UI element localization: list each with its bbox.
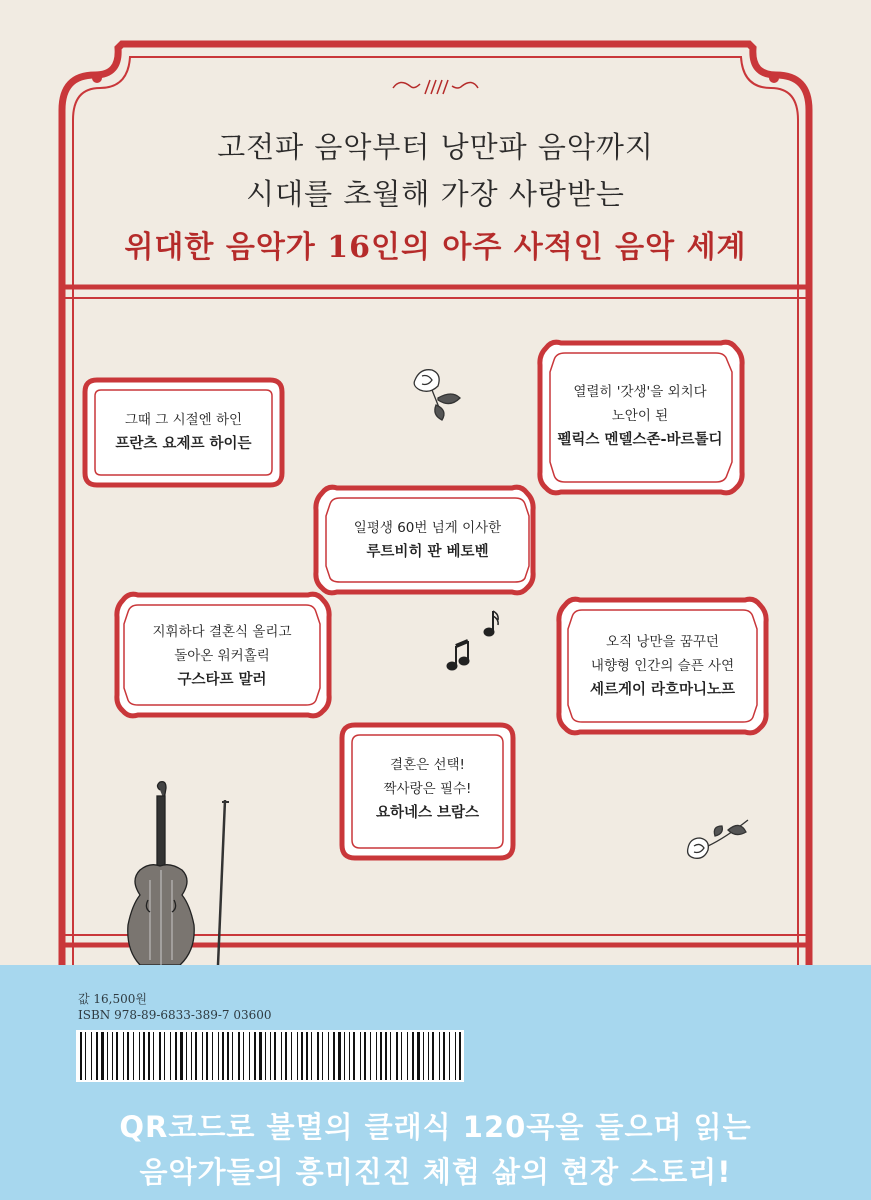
barcode-bar <box>376 1032 377 1080</box>
barcode-bar <box>322 1032 323 1080</box>
barcode-bar <box>265 1032 266 1080</box>
composer-name: 루트비히 판 베토벤 <box>366 544 489 560</box>
barcode-bar <box>417 1032 420 1080</box>
barcode-bar <box>175 1032 177 1080</box>
barcode-bar <box>195 1032 197 1080</box>
barcode-bar <box>101 1032 104 1080</box>
bubble-brahms-text <box>352 753 503 825</box>
barcode-bar <box>443 1032 445 1080</box>
barcode-bar <box>127 1032 129 1080</box>
barcode-bar <box>301 1032 303 1080</box>
barcode-bar <box>91 1032 92 1080</box>
barcode-bar <box>133 1032 134 1080</box>
header-line-1: 고전파 음악부터 낭만파 음악까지 <box>217 130 654 164</box>
barcode-bar <box>123 1032 124 1080</box>
barcode-bar <box>353 1032 355 1080</box>
bubble-line: 결혼은 선택! <box>390 757 465 773</box>
barcode-bar <box>423 1032 424 1080</box>
bubble-mahler-text <box>124 620 320 692</box>
barcode-bar <box>80 1032 82 1080</box>
barcode-bar <box>333 1032 335 1080</box>
barcode-bar <box>396 1032 398 1080</box>
barcode-bar <box>270 1032 271 1080</box>
barcode-bar <box>249 1032 250 1080</box>
barcode-bar <box>317 1032 319 1080</box>
barcode-bar <box>153 1032 154 1080</box>
barcode-bar <box>164 1032 165 1080</box>
barcode-bar <box>159 1032 161 1080</box>
bubble-line: 열렬히 '갓생'을 외치다 <box>573 384 707 400</box>
bubble-beethoven-text <box>326 516 529 564</box>
barcode-bar <box>202 1032 203 1080</box>
barcode-bar <box>455 1032 456 1080</box>
barcode-bar <box>432 1032 434 1080</box>
price-text: 값 16,500원 <box>78 992 147 1006</box>
bubble-haydn-text <box>95 408 272 456</box>
violin-icon <box>128 782 229 965</box>
barcode-bar <box>412 1032 414 1080</box>
barcode-bar <box>449 1032 450 1080</box>
barcode-bar <box>218 1032 219 1080</box>
composer-name: 프란츠 요제프 하이든 <box>115 436 252 452</box>
composer-name: 세르게이 라흐마니노프 <box>589 682 736 698</box>
barcode-bar <box>227 1032 229 1080</box>
barcode-bar <box>139 1032 140 1080</box>
barcode-bar <box>232 1032 233 1080</box>
barcode-bar <box>459 1032 461 1080</box>
promo-line-1: QR코드로 불멸의 클래식 120곡을 들으며 읽는 <box>119 1110 752 1144</box>
music-notes-icon <box>447 611 498 670</box>
barcode-bar <box>85 1032 86 1080</box>
barcode-bar <box>112 1032 113 1080</box>
barcode-bar <box>328 1032 329 1080</box>
header-line-2: 시대를 초월해 가장 사랑받는 <box>246 177 625 211</box>
barcode-bar <box>311 1032 312 1080</box>
barcode-bar <box>401 1032 402 1080</box>
ornament-icon <box>393 80 478 94</box>
barcode-bar <box>407 1032 408 1080</box>
barcode-bar <box>191 1032 192 1080</box>
barcode-bar <box>243 1032 244 1080</box>
barcode-bar <box>170 1032 171 1080</box>
barcode-bar <box>274 1032 276 1080</box>
rose-icon <box>688 820 748 858</box>
bubble-line: 그때 그 시절엔 하인 <box>124 412 243 428</box>
barcode-bar <box>344 1032 345 1080</box>
barcode-bar <box>116 1032 118 1080</box>
barcode-bar <box>238 1032 240 1080</box>
bubble-line: 짝사랑은 필수! <box>383 781 472 797</box>
bubble-line: 일평생 60번 넘게 이사한 <box>353 520 502 536</box>
barcode-bar <box>96 1032 98 1080</box>
barcode-bar <box>143 1032 145 1080</box>
barcode-bar <box>364 1032 366 1080</box>
barcode-bar <box>186 1032 187 1080</box>
barcode-bar <box>291 1032 292 1080</box>
barcode-bar <box>212 1032 213 1080</box>
composer-name: 요하네스 브람스 <box>375 805 480 821</box>
barcode-bar <box>349 1032 350 1080</box>
barcode <box>76 1030 464 1082</box>
barcode-bar <box>306 1032 308 1080</box>
barcode-bar <box>428 1032 429 1080</box>
barcode-bar <box>222 1032 224 1080</box>
barcode-bar <box>285 1032 287 1080</box>
barcode-bar <box>148 1032 150 1080</box>
bubble-rachmaninoff-text <box>565 630 760 702</box>
header-highlight: 위대한 음악가 16인의 아주 사적인 음악 세계 <box>124 230 747 265</box>
barcode-bar <box>281 1032 282 1080</box>
bubble-line: 내향형 인간의 슬픈 사연 <box>590 658 735 674</box>
barcode-bar <box>370 1032 371 1080</box>
barcode-bar <box>206 1032 208 1080</box>
composer-name: 펠릭스 멘델스존-바르톨디 <box>557 432 723 448</box>
isbn-text: ISBN 978-89-6833-389-7 03600 <box>78 1008 272 1022</box>
rose-icon <box>414 370 460 420</box>
bubble-line: 노안이 된 <box>611 408 669 424</box>
barcode-bar <box>439 1032 440 1080</box>
barcode-bar <box>338 1032 341 1080</box>
barcode-bar <box>385 1032 387 1080</box>
barcode-bar <box>180 1032 183 1080</box>
composer-name: 구스타프 말러 <box>177 672 267 688</box>
bubble-mendelssohn-text <box>545 380 735 452</box>
barcode-bar <box>360 1032 361 1080</box>
bubble-line: 오직 낭만을 꿈꾸던 <box>606 634 719 650</box>
bubble-line: 지휘하다 결혼식 올리고 <box>152 624 292 640</box>
bubble-line: 돌아온 워커홀릭 <box>174 648 270 664</box>
barcode-bar <box>297 1032 298 1080</box>
barcode-bar <box>390 1032 391 1080</box>
barcode-bar <box>380 1032 382 1080</box>
promo-line-2: 음악가들의 흥미진진 체험 삶의 현장 스토리! <box>139 1155 732 1189</box>
barcode-bar <box>259 1032 262 1080</box>
barcode-bar <box>254 1032 256 1080</box>
barcode-bar <box>107 1032 108 1080</box>
